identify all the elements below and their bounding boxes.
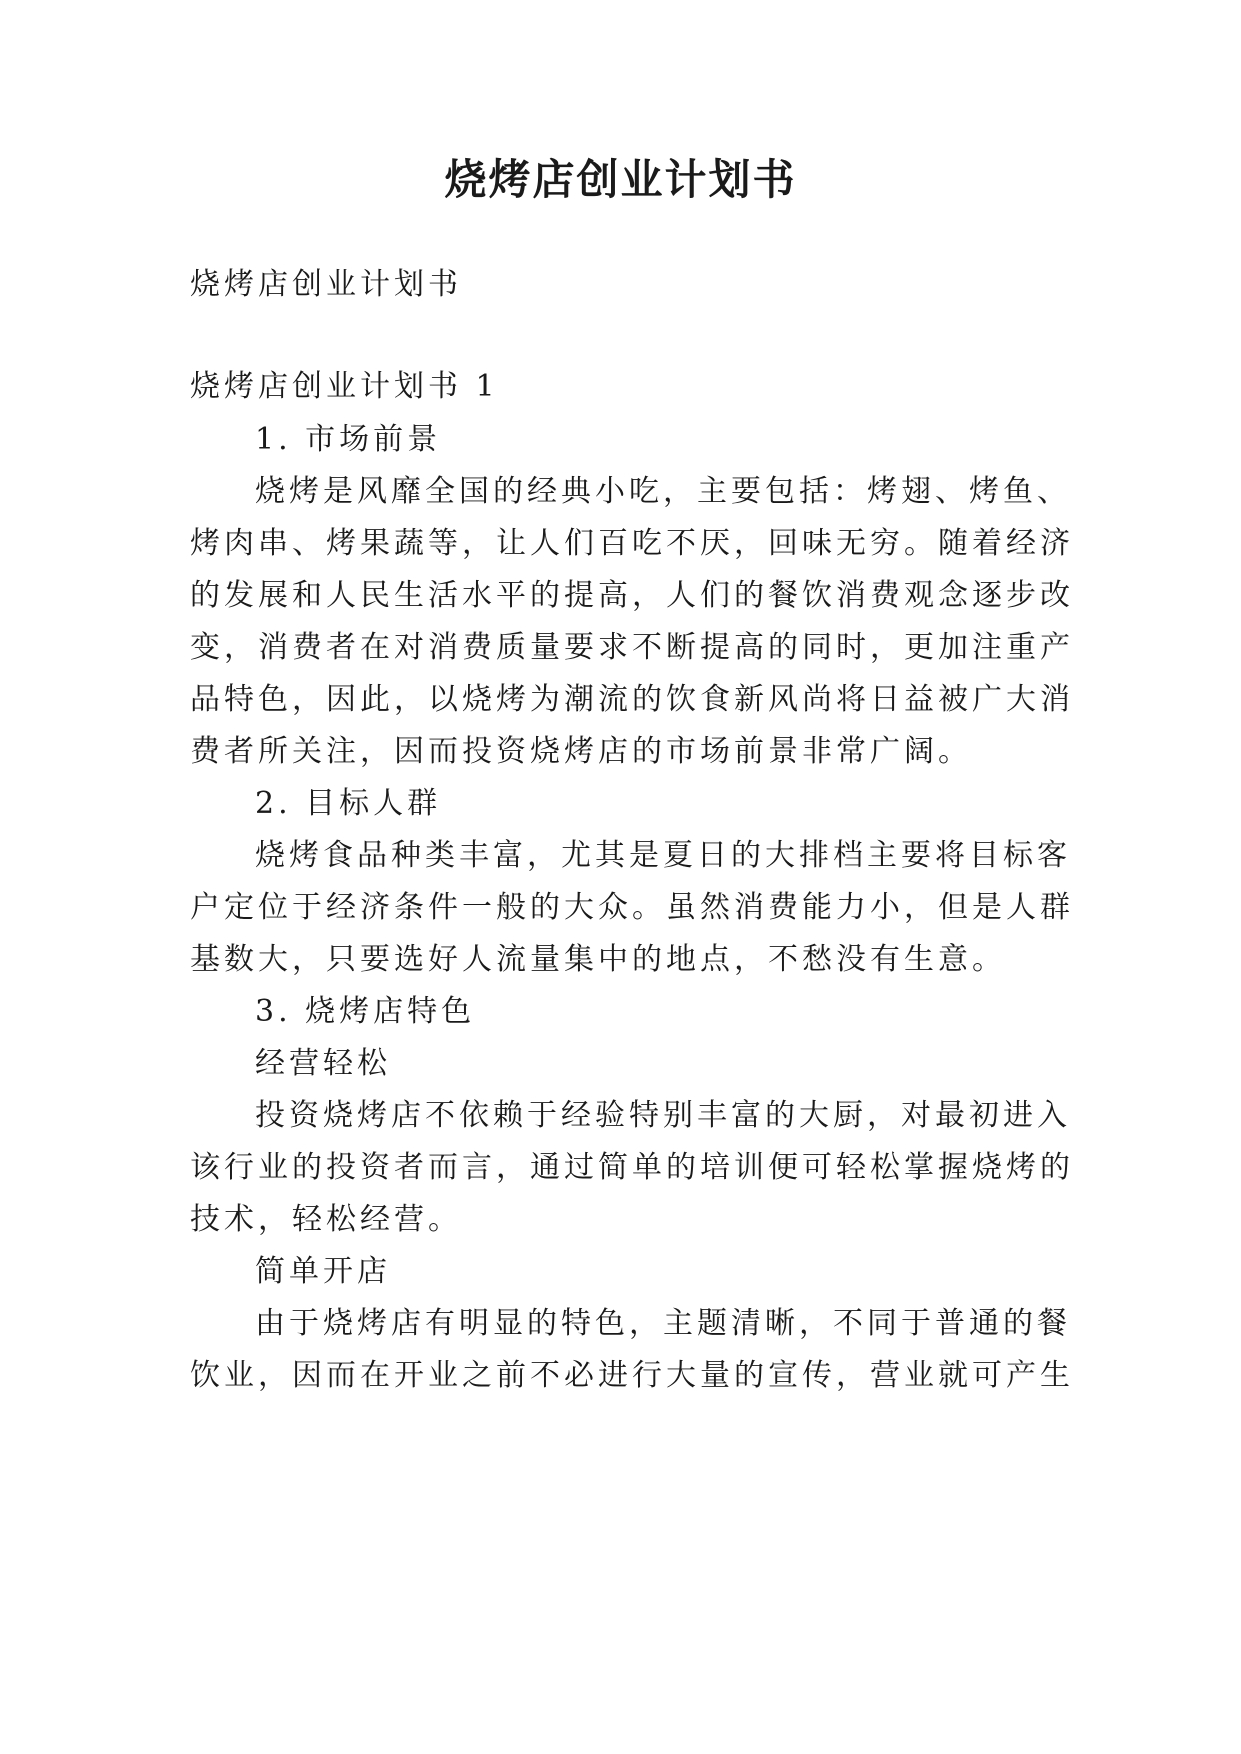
paragraph-line: 费者所关注，因而投资烧烤店的市场前景非常广阔。 [190, 734, 972, 769]
paragraph-line: 户定位于经济条件一般的大众。虽然消费能力小，但是人群 [190, 890, 1074, 925]
document-title: 烧烤店创业计划书 [444, 155, 797, 204]
paragraph-line: 饮业，因而在开业之前不必进行大量的宣传，营业就可产生 [190, 1358, 1074, 1393]
paragraph-line: 基数大，只要选好人流量集中的地点，不愁没有生意。 [190, 942, 1006, 977]
heading-market-outlook: 1. 市场前景 [255, 422, 442, 457]
paragraph-line: 由于烧烤店有明显的特色，主题清晰，不同于普通的餐 [255, 1306, 1071, 1341]
subheading-easy-operation: 经营轻松 [255, 1046, 391, 1081]
paragraph-line: 技术，轻松经营。 [190, 1202, 462, 1237]
paragraph-line: 该行业的投资者而言，通过简单的培训便可轻松掌握烧烤的 [190, 1150, 1074, 1185]
paragraph-line: 品特色，因此，以烧烤为潮流的饮食新风尚将日益被广大消 [190, 682, 1074, 717]
paragraph-line: 烤肉串、烤果蔬等，让人们百吃不厌，回味无穷。随着经济 [190, 526, 1074, 561]
paragraph-line: 烧烤食品种类丰富，尤其是夏日的大排档主要将目标客 [255, 838, 1071, 873]
paragraph-line: 变，消费者在对消费质量要求不断提高的同时，更加注重产 [190, 630, 1074, 665]
heading-shop-features: 3. 烧烤店特色 [255, 994, 476, 1029]
heading-target-audience: 2. 目标人群 [255, 786, 442, 821]
paragraph-line: 投资烧烤店不依赖于经验特别丰富的大厨，对最初进入 [255, 1098, 1071, 1133]
paragraph-line: 烧烤是风靡全国的经典小吃，主要包括：烤翅、烤鱼、 [255, 474, 1071, 509]
document-subtitle: 烧烤店创业计划书 [190, 267, 462, 302]
section-heading: 烧烤店创业计划书 1 [190, 369, 499, 404]
subheading-simple-opening: 简单开店 [255, 1254, 391, 1289]
paragraph-line: 的发展和人民生活水平的提高，人们的餐饮消费观念逐步改 [190, 578, 1074, 613]
